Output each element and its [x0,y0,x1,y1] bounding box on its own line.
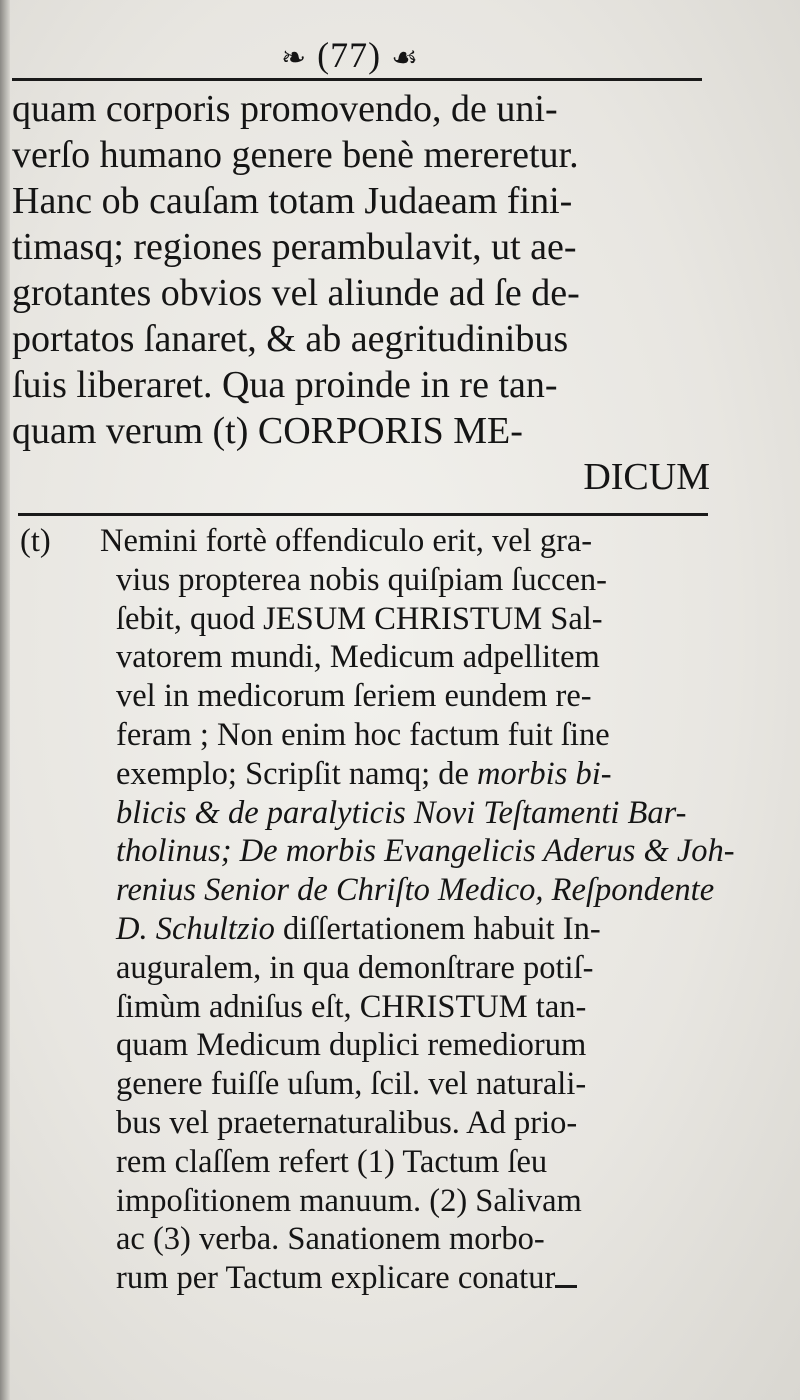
footnote-line [20,522,740,561]
footnote-line: vel in medicorum ſeriem eundem re- [116,678,592,715]
main-text-line: DICUM [583,456,710,498]
main-text-line: portatos ſanaret, & ab aegritudinibus [12,318,569,360]
footnote-line: quam Medicum duplici remediorum [116,1027,587,1064]
main-text-line: grotantes obvios vel aliunde ad ſe de- [12,272,580,314]
footnote-text: rum per Tactum explicare conatur [116,1260,556,1297]
footnote-text: Nemini fortè offendiculo erit, vel gra- [100,523,593,559]
main-text-line: verſo humano genere benè mereretur. [12,134,579,176]
line-end-flourish-icon [555,1273,577,1288]
footnote-rule [18,513,708,516]
footnote-line: vatorem mundi, Medicum adpellitem [116,639,600,676]
footnote-italic-text: morbis bi- [477,755,612,792]
footnote-line: tholinus; De morbis Evangelicis Aderus & Joh- [116,833,735,870]
footnote-marker: (t) [20,523,51,559]
footnote-line: feram ; Non enim hoc factum fuit ſine [116,716,610,753]
footnote-text: exemplo; Scripſit namq; de [116,755,478,792]
page-gutter [0,0,10,1400]
footnote-line: genere fuiſſe uſum, ſcil. vel naturali- [116,1066,587,1103]
footnote-line: ſimùm adniſus eſt, CHRISTUM tan- [116,988,587,1025]
main-text-line: timasq; regiones perambulavit, ut ae- [12,226,577,268]
footnote-text: diſſertationem habuit In- [274,910,601,947]
header-rule [12,78,702,81]
footnote-line: impoſitionem manuum. (2) Salivam [116,1182,582,1219]
footnote-line [20,1259,740,1298]
main-text [12,86,712,500]
main-text-line: ſuis liberaret. Qua proinde in re tan- [12,364,558,406]
footnote-italic-text: D. Schultzio [116,910,275,947]
footnote-line [20,910,740,949]
main-text-line: Hanc ob cauſam totam Judaeam fini- [12,180,573,222]
footnote-line: vius propterea nobis quiſpiam ſuccen- [116,561,607,598]
main-text-line: quam corporis promovendo, de uni- [12,88,558,130]
footnote-line: ſebit, quod JESUM CHRISTUM Sal- [116,600,603,637]
footnote [20,522,740,1298]
footnote-line: auguralem, in qua demonſtrare potiſ- [116,949,594,986]
footnote-line: ac (3) verba. Sanationem morbo- [116,1221,545,1258]
footnote-line: bus vel praeternaturalibus. Ad prio- [116,1104,578,1141]
footnote-line: blicis & de paralyticis Novi Teſtamenti Bar- [116,794,687,831]
footnote-line: renius Senior de Chriſto Medico, Reſpondente [116,872,715,909]
footnote-line: rem claſſem refert (1) Tactum ſeu [116,1143,548,1180]
main-text-line: quam verum (t) CORPORIS ME- [12,410,523,452]
footnote-line [20,755,740,794]
page-number: (77) [317,35,382,75]
ornament-right-icon: ☙ [391,41,420,75]
ornament-left-icon: ❧ [280,41,308,75]
page-header [240,30,460,80]
